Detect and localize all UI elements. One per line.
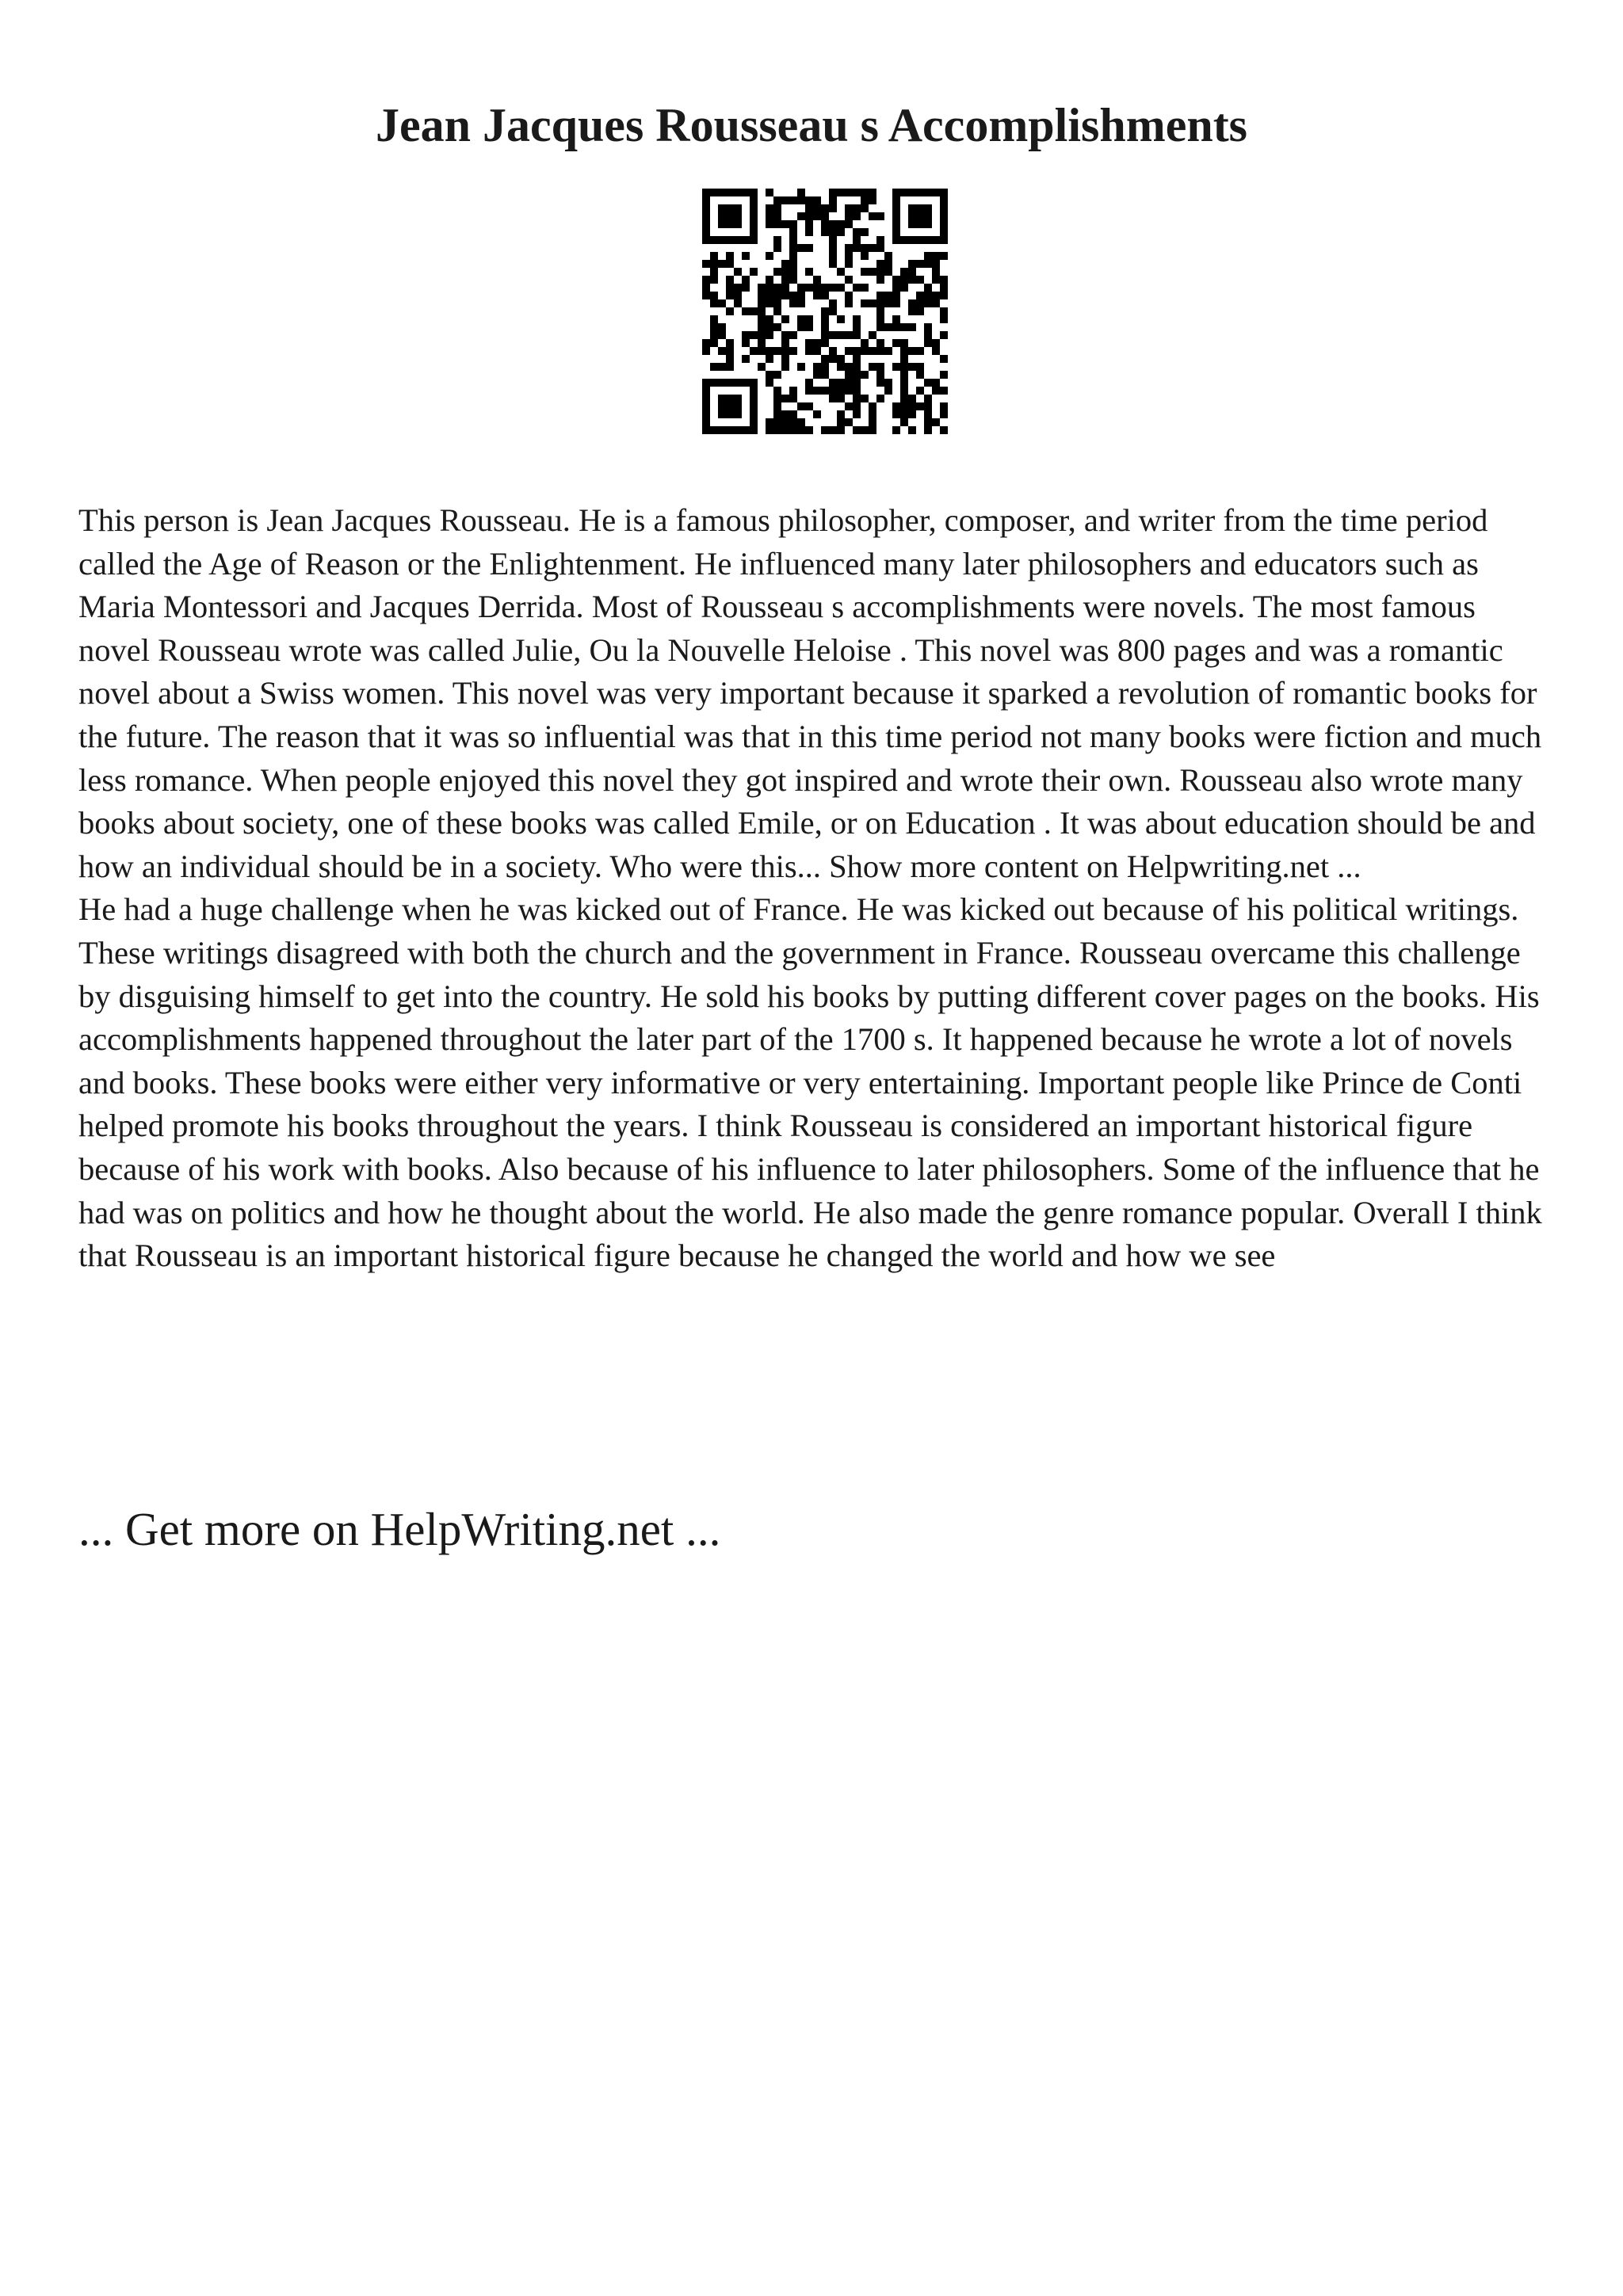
paragraph-2: He had a huge challenge when he was kicked out of France. He was kicked out because of his political writings. These writings disagreed with both the church and the government in France. Rousseau overcame this challenge by disguising himself to get into the country. He sold his books by putting different cover pages on the books. His accomplishments happened throughout the later part of the 1700 s. It happened because he wrote a lot of novels and books. These books were either very informative or very entertaining. Important people like Prince de Conti helped promote his books throughout the years. I think Rousseau is considered an important historical figure because of his work with books. Also because of his influence to later philosophers. Some of the influence that he had was on politics and how he thought about the world. He also made the genre romance popular. Overall I think that Rousseau is an important historical figure because he changed the world and how we see [78,891,1542,1274]
paragraph-1: This person is Jean Jacques Rousseau. He is a famous philosopher, composer, and writer from the time period called the Age of Reason or the Enlightenment. He influenced many later philosophers and educators such as Maria Montessori and Jacques Derrida. Most of Rousseau s accomplishments were novels. The most famous novel Rousseau wrote was called Julie, Ou la Nouvelle Heloise . This novel was 800 pages and was a romantic novel about a Swiss women. This novel was very important because it sparked a revolution of romantic books for the future. The reason that it was so influential was that in this time period not many books were fiction and much less romance. When people enjoyed this novel they got inspired and wrote their own. Rousseau also wrote many books about society, one of these books was called Emile, or on Education . It was about education should be and how an individual should be in a society. Who were this... Show more content on Helpwriting.net ... [78,502,1542,884]
qr-code-icon [702,189,948,434]
page-title: Jean Jacques Rousseau s Accomplishments [375,99,1248,151]
article-body [78,499,1552,1278]
get-more-link[interactable]: ... Get more on HelpWriting.net ... [78,1503,721,1555]
